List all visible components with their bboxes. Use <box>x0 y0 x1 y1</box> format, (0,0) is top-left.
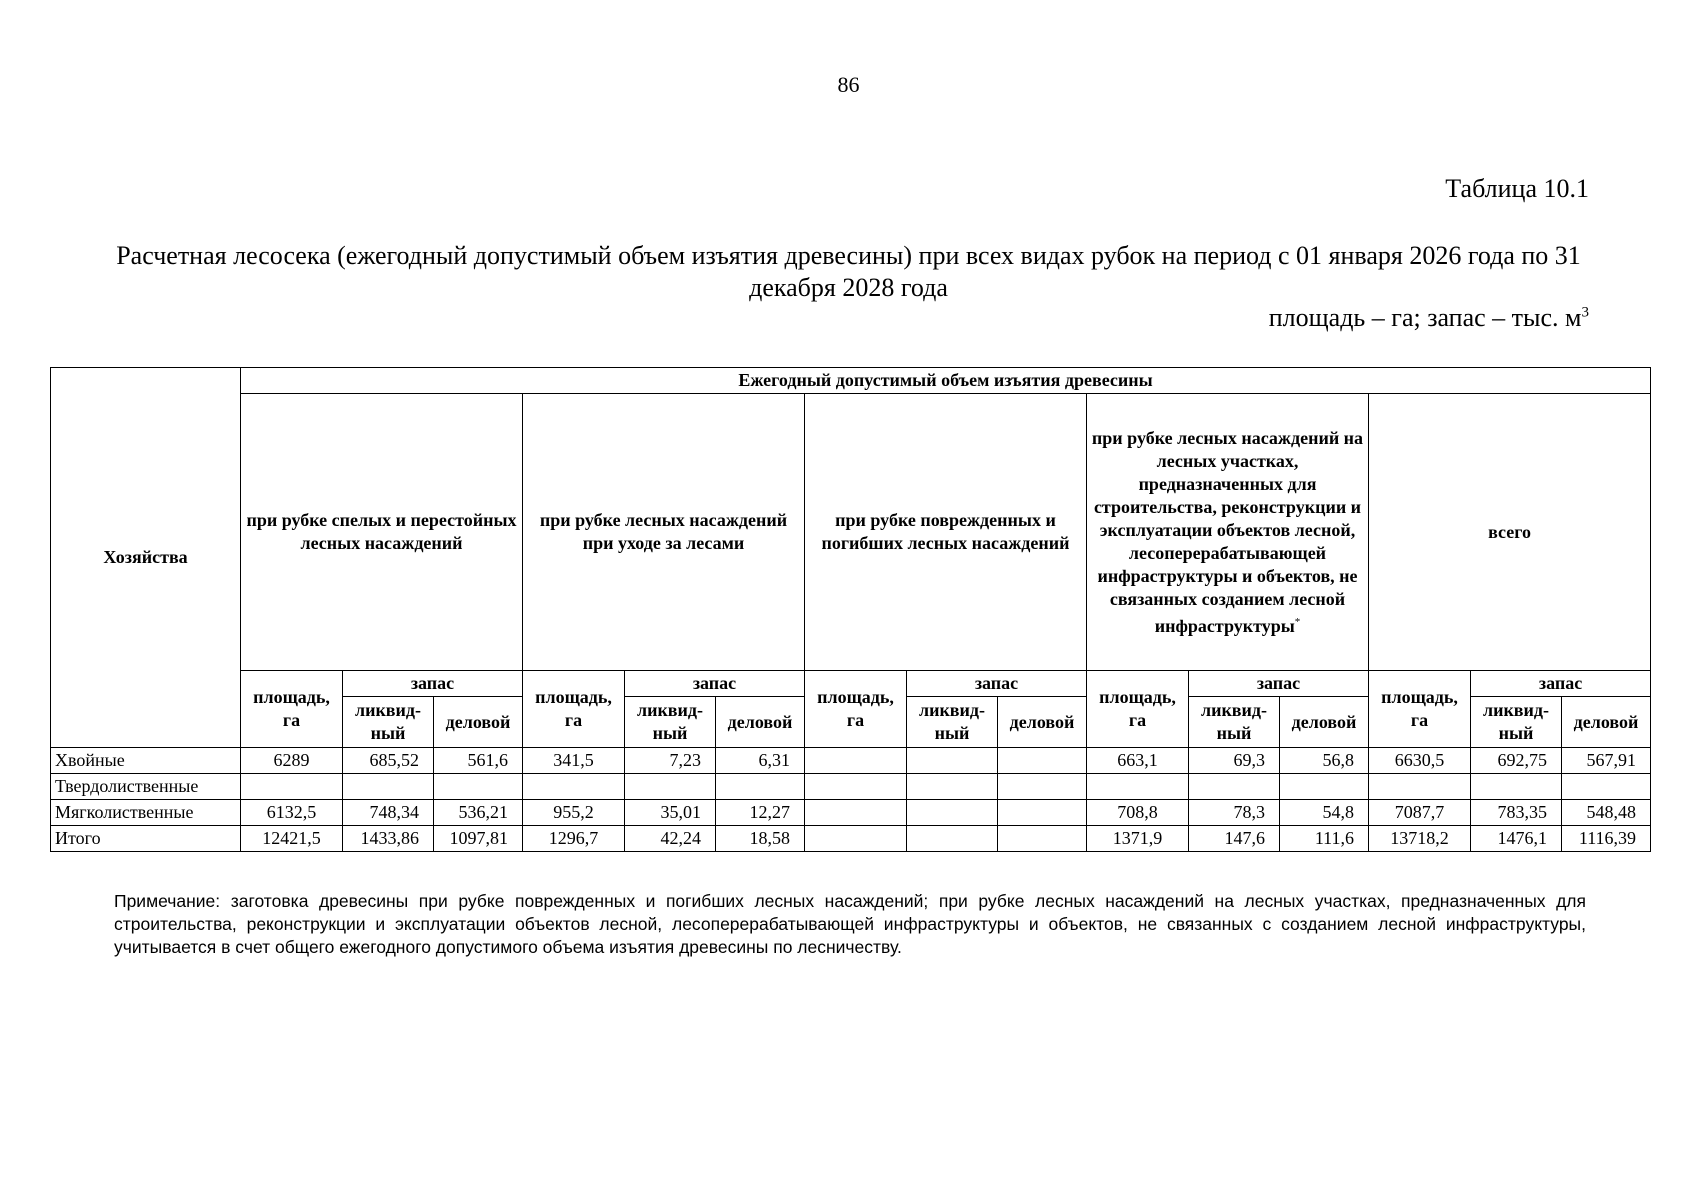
table-cell: 56,8 <box>1280 748 1369 774</box>
table-cell <box>805 826 907 852</box>
table-cell: 548,48 <box>1562 800 1651 826</box>
section-header <box>523 394 805 671</box>
table-cell: 7087,7 <box>1369 800 1471 826</box>
table-cell <box>805 774 907 800</box>
business-header: деловой <box>1562 697 1651 748</box>
table-cell <box>1369 774 1471 800</box>
table-cell <box>998 748 1087 774</box>
table-cell: 1097,81 <box>434 826 523 852</box>
table-cell: 561,6 <box>434 748 523 774</box>
section-header <box>805 394 1087 671</box>
table-body <box>51 748 1651 852</box>
table-cell: 6630,5 <box>1369 748 1471 774</box>
table-cell: 69,3 <box>1189 748 1280 774</box>
table-cell: 147,6 <box>1189 826 1280 852</box>
table-cell: 1296,7 <box>523 826 625 852</box>
section-header <box>1087 394 1369 671</box>
table-cell <box>907 774 998 800</box>
table-cell: 692,75 <box>1471 748 1562 774</box>
table-row <box>51 800 1651 826</box>
table-cell: 6,31 <box>716 748 805 774</box>
table-cell <box>625 774 716 800</box>
table-cell: 18,58 <box>716 826 805 852</box>
area-header: площадь, га <box>1087 671 1189 748</box>
page-number: 86 <box>837 72 860 97</box>
forest-cut-table <box>50 367 1651 852</box>
section-label: при рубке лесных насаждений при уходе за лесами <box>539 510 788 553</box>
table-cell <box>998 800 1087 826</box>
table-number: Таблица 10.1 <box>1445 174 1589 203</box>
liquid-header: ликвид-ный <box>1189 697 1280 748</box>
table-cell: 13718,2 <box>1369 826 1471 852</box>
table-cell: 708,8 <box>1087 800 1189 826</box>
table-cell: 663,1 <box>1087 748 1189 774</box>
table-cell <box>907 748 998 774</box>
area-header: площадь, га <box>805 671 907 748</box>
business-header: деловой <box>716 697 805 748</box>
section-headers <box>51 394 1651 671</box>
table-cell: 78,3 <box>1189 800 1280 826</box>
table-cell <box>434 774 523 800</box>
table-cell <box>805 748 907 774</box>
table-cell <box>1280 774 1369 800</box>
row-name: Мягколиственные <box>51 800 241 826</box>
table-cell: 783,35 <box>1471 800 1562 826</box>
stock-header: запас <box>1189 671 1369 697</box>
table-cell: 42,24 <box>625 826 716 852</box>
footnote: Примечание: заготовка древесины при рубке поврежденных и погибших лесных насаждений; при рубке лесных насаждений на лесных участках, предназначенных для строительства, реконструкции и эксплуатации объектов лесной, лесоперерабатывающей инфраструктуры и объектов, не связанных с созданием лесной инфраструктуры, учитывается в счет общего ежегодного допустимого объема изъятия древесины по лесничеству. <box>114 891 1586 957</box>
table-cell: 1371,9 <box>1087 826 1189 852</box>
group-header: Ежегодный допустимый объем изъятия древесины <box>241 368 1651 394</box>
business-header: деловой <box>434 697 523 748</box>
stock-header: запас <box>907 671 1087 697</box>
table-cell <box>998 774 1087 800</box>
table-row <box>51 774 1651 800</box>
table-cell <box>523 774 625 800</box>
units-superscript: 3 <box>1581 304 1589 321</box>
table-cell <box>805 800 907 826</box>
table-cell <box>907 800 998 826</box>
table-row <box>51 826 1651 852</box>
table-cell <box>1471 774 1562 800</box>
table-title: Расчетная лесосека (ежегодный допустимый объем изъятия древесины) при всех видах рубок на период с 01 января 2026 года по 31 декабря 2028 года <box>116 241 1581 302</box>
section-label: при рубке лесных насаждений на лесных участках, предназначенных для строительства, реконструкции и эксплуатации объектов лесной, лесоперерабатывающей инфраструктуры и объектов, не связанных созданием лесной инфраструктуры <box>1091 427 1364 636</box>
table-cell: 7,23 <box>625 748 716 774</box>
footnote-mark: * <box>1294 615 1301 628</box>
section-label: всего <box>1488 521 1531 542</box>
table-row <box>51 748 1651 774</box>
table-cell: 955,2 <box>523 800 625 826</box>
stock-header: запас <box>343 671 523 697</box>
liquid-header: ликвид-ный <box>907 697 998 748</box>
table-cell: 12421,5 <box>241 826 343 852</box>
business-header: деловой <box>1280 697 1369 748</box>
table-cell: 748,34 <box>343 800 434 826</box>
table-cell: 111,6 <box>1280 826 1369 852</box>
section-header <box>1369 394 1651 671</box>
stock-header: запас <box>1471 671 1651 697</box>
business-header: деловой <box>998 697 1087 748</box>
table-cell: 1433,86 <box>343 826 434 852</box>
area-header: площадь, га <box>1369 671 1471 748</box>
row-name: Итого <box>51 826 241 852</box>
row-name: Хвойные <box>51 748 241 774</box>
table-cell: 54,8 <box>1280 800 1369 826</box>
table-cell: 35,01 <box>625 800 716 826</box>
table-cell: 685,52 <box>343 748 434 774</box>
liquid-header: ликвид-ный <box>625 697 716 748</box>
table-cell <box>343 774 434 800</box>
table-cell: 6132,5 <box>241 800 343 826</box>
units-text: площадь – га; запас – тыс. м <box>1268 303 1582 332</box>
table-cell: 1116,39 <box>1562 826 1651 852</box>
area-header: площадь, га <box>523 671 625 748</box>
liquid-header: ликвид-ный <box>1471 697 1562 748</box>
table-cell <box>716 774 805 800</box>
table-cell: 12,27 <box>716 800 805 826</box>
table-cell <box>1087 774 1189 800</box>
table-cell: 341,5 <box>523 748 625 774</box>
section-label: при рубке спелых и перестойных лесных насаждений <box>246 510 517 553</box>
area-header: площадь, га <box>241 671 343 748</box>
table-cell: 536,21 <box>434 800 523 826</box>
table-cell <box>907 826 998 852</box>
stock-headers <box>51 671 1651 697</box>
table-cell: 6289 <box>241 748 343 774</box>
row-header: Хозяйства <box>51 368 241 748</box>
stock-header: запас <box>625 671 805 697</box>
table-cell <box>1189 774 1280 800</box>
units-note <box>1269 303 1589 333</box>
table-cell <box>1562 774 1651 800</box>
table-cell: 567,91 <box>1562 748 1651 774</box>
section-header <box>241 394 523 671</box>
liquid-header: ликвид-ный <box>343 697 434 748</box>
table-cell <box>241 774 343 800</box>
row-name: Твердолиственные <box>51 774 241 800</box>
table-cell <box>998 826 1087 852</box>
section-label: при рубке поврежденных и погибших лесных насаждений <box>821 510 1070 553</box>
table-cell: 1476,1 <box>1471 826 1562 852</box>
